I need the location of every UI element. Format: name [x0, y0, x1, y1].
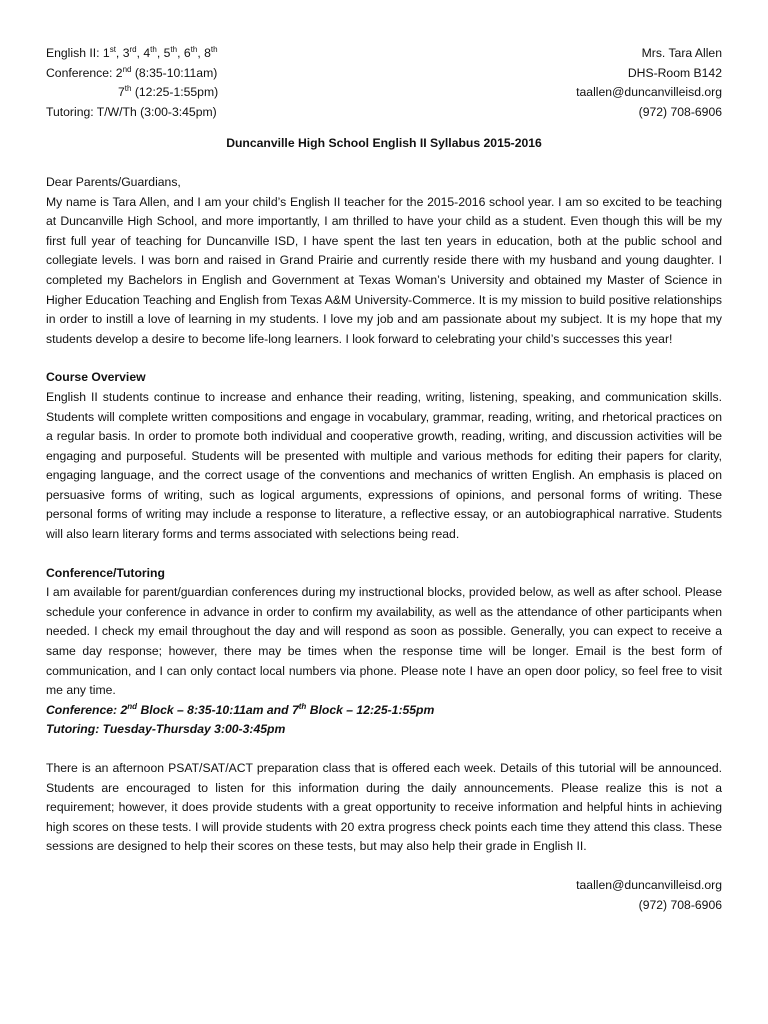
conference-tutoring-heading: Conference/Tutoring — [46, 565, 165, 580]
course-overview-section — [46, 368, 722, 544]
period-suffix: th — [210, 44, 218, 54]
period-suffix: st — [109, 44, 116, 54]
intro-paragraph: My name is Tara Allen, and I am your child’s English II teacher for the 2015-2016 school year. I am so excited to be teaching at Duncanville High School, and more importantly, I am thrilled to have your child as a student. Even though this will be my first full year of teaching for Duncanville ISD, I have spent the last ten years in education, both at the public school and collegiate levels. I was born and raised in Grand Prairie and currently reside there with my husband and young daughter. I completed my Bachelors in English and Government at Texas Woman’s University and obtained my Master of Science in Higher Education Teaching and English from Texas A&M University-Commerce. It is my mission to build positive relationships in order to instill a love of learning in my students. I love my job and am passionate about my subject. It is my hope that my students develop a desire to become life-long learners. I look forward to celebrating your child’s successes this year! — [46, 194, 722, 346]
teacher-name: Mrs. Tara Allen — [641, 46, 722, 60]
letter-header — [46, 44, 722, 122]
period-number: 5 — [163, 46, 171, 60]
teacher-phone: (972) 708-6906 — [638, 104, 722, 119]
footer-contact — [46, 876, 722, 915]
psat-paragraph: There is an afternoon PSAT/SAT/ACT preparation class that is offered each week. Details of this tutorial will be announced. Students are encouraged to listen for this information during the daily announcements. Please realize this is not a requirement; however, it does provide students with a great opportunity to receive information and helpful hints in achieving high scores on these tests. I will provide students with 20 extra progress check points each time they attend this class. These sessions are designed to help their scores on these tests, but may also help their grade in English II. — [46, 761, 722, 854]
teacher-email: taallen@duncanvilleisd.org — [576, 85, 722, 100]
conference-times: Conference: 2nd Block – 8:35-10:11am and 7th Block – 12:25-1:55pm — [46, 701, 435, 717]
conference-tutoring-section — [46, 564, 722, 740]
document-title: Duncanville High School English II Syllabus 2015-2016 — [226, 136, 542, 151]
footer-email: taallen@duncanvilleisd.org — [576, 877, 722, 892]
schedule-block — [46, 44, 218, 122]
period-suffix: rd — [129, 44, 137, 54]
conference-tutoring-body: I am available for parent/guardian conferences during my instructional blocks, provided below, as well as after school. Please schedule your conference in advance in order to confirm my availability, as well as the attendance of other participants when needed. I check my email throughout the day and will respond as soon as possible. Generally, you can expect to receive a same day response; however, there may be times when the response time will be longer. Email is the best form of communication, and I can only contact local numbers via phone. Please note I have an open door policy, so feel free to visit me any time. — [46, 585, 722, 698]
period-suffix: th — [170, 44, 178, 54]
period-number: 8 — [204, 46, 211, 60]
contact-block — [576, 44, 722, 122]
room-number: DHS-Room B142 — [627, 65, 722, 80]
period-number: 6 — [183, 46, 191, 60]
psat-section — [46, 759, 722, 857]
conference-line-2: 7th (12:25-1:55pm) — [118, 84, 219, 100]
period-suffix: th — [150, 44, 157, 54]
period-number: 4 — [143, 46, 151, 60]
period-list: 1st, 3rd, 4th, 5th, 6th, 8th — [102, 44, 218, 60]
period-number: 3 — [122, 46, 130, 60]
period-suffix: th — [190, 44, 198, 54]
tutoring-times: Tutoring: Tuesday-Thursday 3:00-3:45pm — [46, 722, 286, 737]
course-overview-heading: Course Overview — [46, 370, 146, 385]
period-number: 1 — [102, 46, 110, 60]
course-periods-line: English II: 1st, 3rd, 4th, 5th, 6th, 8th — [46, 44, 218, 60]
course-overview-body: English II students continue to increase and enhance their reading, writing, listening, speaking, and communication skills. Students will complete written compositions and engage in vocabulary, grammar, reading, writing, and rhetorical practices on a regular basis. In order to promote both individual and cooperative growth, reading, writing, and discussion activities will be engaging and purposeful. Students will be presented with multiple and various methods for editing their papers for clarity, engaging language, and the correct usage of the conventions and mechanics of written English. An emphasis is placed on persuasive forms of writing, such as logical arguments, expressions of opinions, and personal forms of writing. These personal forms of writing may include a response to literature, a reflective essay, or an autobiographical narrative. Students will also learn literary forms and terms associated with selections being read. — [46, 389, 722, 542]
conference-line-1: Conference: 2nd (8:35-10:11am) — [46, 64, 218, 80]
tutoring-line: Tutoring: T/W/Th (3:00-3:45pm) — [46, 104, 217, 119]
footer-phone: (972) 708-6906 — [638, 897, 722, 912]
salutation: Dear Parents/Guardians, — [46, 174, 181, 189]
